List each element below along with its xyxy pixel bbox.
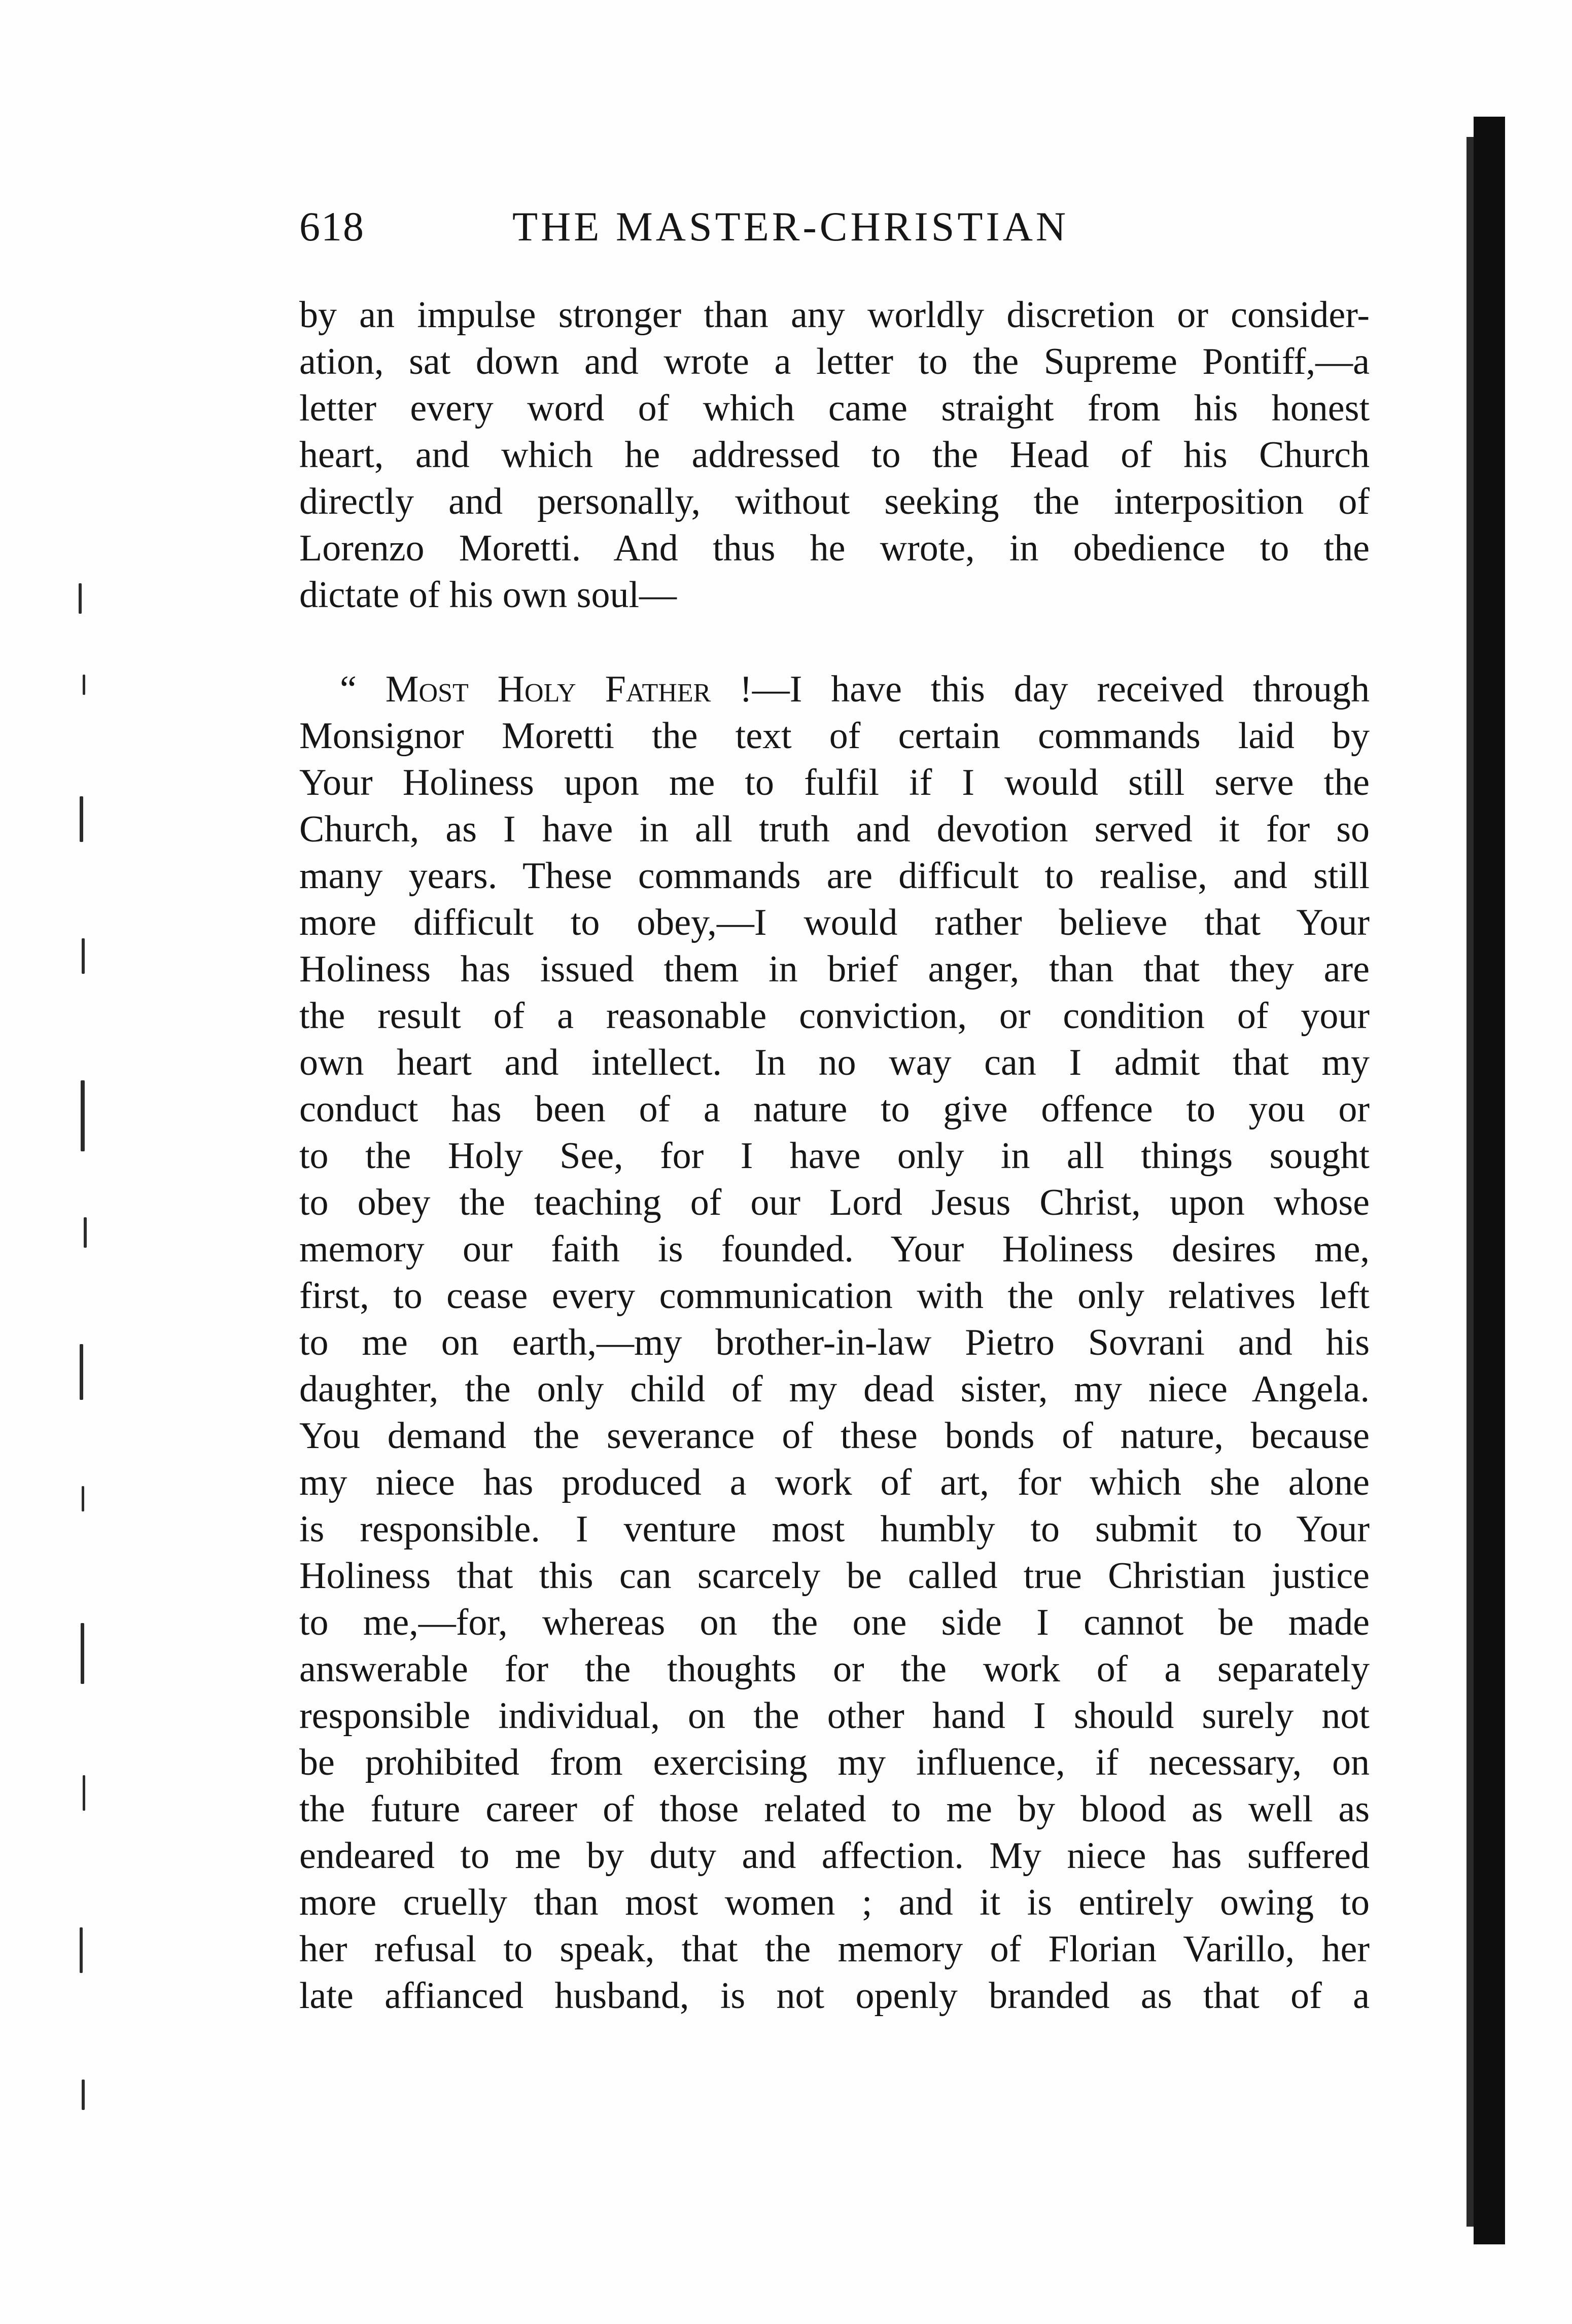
body-text xyxy=(299,292,1370,2019)
text-line: conduct has been of a nature to give offence to you or xyxy=(299,1088,1370,1130)
page-binding-edge xyxy=(1474,117,1505,2244)
text-line: to me on earth,—my brother-in-law Pietro Sovrani and his xyxy=(299,1322,1370,1363)
text-line: letter every word of which came straight from his honest xyxy=(299,388,1370,429)
text-line: be prohibited from exercising my influence, if necessary, on xyxy=(299,1742,1370,1783)
text-line: responsible individual, on the other hand I should surely not xyxy=(299,1695,1370,1737)
text-line: memory our faith is founded. Your Holiness desires me, xyxy=(299,1228,1370,1270)
text-line: to obey the teaching of our Lord Jesus Christ, upon whose xyxy=(299,1182,1370,1223)
text-line: Monsignor Moretti the text of certain commands laid by xyxy=(299,715,1370,757)
opening-quote: “ xyxy=(340,668,386,710)
text-line: to me,—for, whereas on the one side I cannot be made xyxy=(299,1602,1370,1643)
margin-speckles xyxy=(68,583,109,2206)
text-line: my niece has produced a work of art, for which she alone xyxy=(299,1462,1370,1503)
text-line: the future career of those related to me by blood as well as xyxy=(299,1788,1370,1830)
text-line: own heart and intellect. In no way can I admit that my xyxy=(299,1042,1370,1083)
text-line: Holiness has issued them in brief anger, than that they are xyxy=(299,948,1370,990)
paragraph-narrative xyxy=(299,292,1370,618)
text-line: late affianced husband, is not openly branded as that of a xyxy=(299,1975,1370,2017)
text-line: more difficult to obey,—I would rather believe that Your xyxy=(299,902,1370,943)
text-line: her refusal to speak, that the memory of Florian Varillo, her xyxy=(299,1928,1370,1970)
text-line: Church, as I have in all truth and devotion served it for so xyxy=(299,808,1370,850)
text-line: answerable for the thoughts or the work of a separately xyxy=(299,1648,1370,1690)
text-line: first, to cease every communication with the only relatives left xyxy=(299,1275,1370,1317)
text-line: Lorenzo Moretti. And thus he wrote, in obedience to the xyxy=(299,527,1370,569)
text-line: to the Holy See, for I have only in all things sought xyxy=(299,1135,1370,1177)
text-line: Your Holiness upon me to fulfil if I would still serve the xyxy=(299,762,1370,803)
text-line: more cruelly than most women ; and it is entirely owing to xyxy=(299,1882,1370,1923)
letter-opening-line xyxy=(299,666,1370,713)
text-line: ation, sat down and wrote a letter to the Supreme Pontiff,—a xyxy=(299,341,1370,382)
letter-opening-text: !—I have this day received through xyxy=(711,668,1370,710)
text-line: dictate of his own soul— xyxy=(299,574,677,616)
text-line: You demand the severance of these bonds of nature, because xyxy=(299,1415,1370,1457)
text-line: is responsible. I venture most humbly to submit to Your xyxy=(299,1508,1370,1550)
text-line: by an impulse stronger than any worldly discretion or consider- xyxy=(299,294,1370,336)
running-head-title: THE MASTER-CHRISTIAN xyxy=(512,203,1069,250)
text-line: endeared to me by duty and affection. My niece has suffered xyxy=(299,1835,1370,1877)
text-line: the result of a reasonable conviction, or condition of your xyxy=(299,995,1370,1037)
text-line: many years. These commands are difficult to realise, and still xyxy=(299,855,1370,897)
page-number: 618 xyxy=(299,203,365,250)
text-line: daughter, the only child of my dead sister, my niece Angela. xyxy=(299,1368,1370,1410)
text-line: heart, and which he addressed to the Head of his Church xyxy=(299,434,1370,476)
letter-salutation: Most Holy Father xyxy=(385,668,711,710)
text-line: Holiness that this can scarcely be called true Christian justice xyxy=(299,1555,1370,1597)
page-header xyxy=(299,203,1370,264)
text-line: directly and personally, without seeking the interposition of xyxy=(299,481,1370,522)
paragraph-gap xyxy=(299,618,1370,666)
paragraph-letter xyxy=(299,666,1370,2019)
